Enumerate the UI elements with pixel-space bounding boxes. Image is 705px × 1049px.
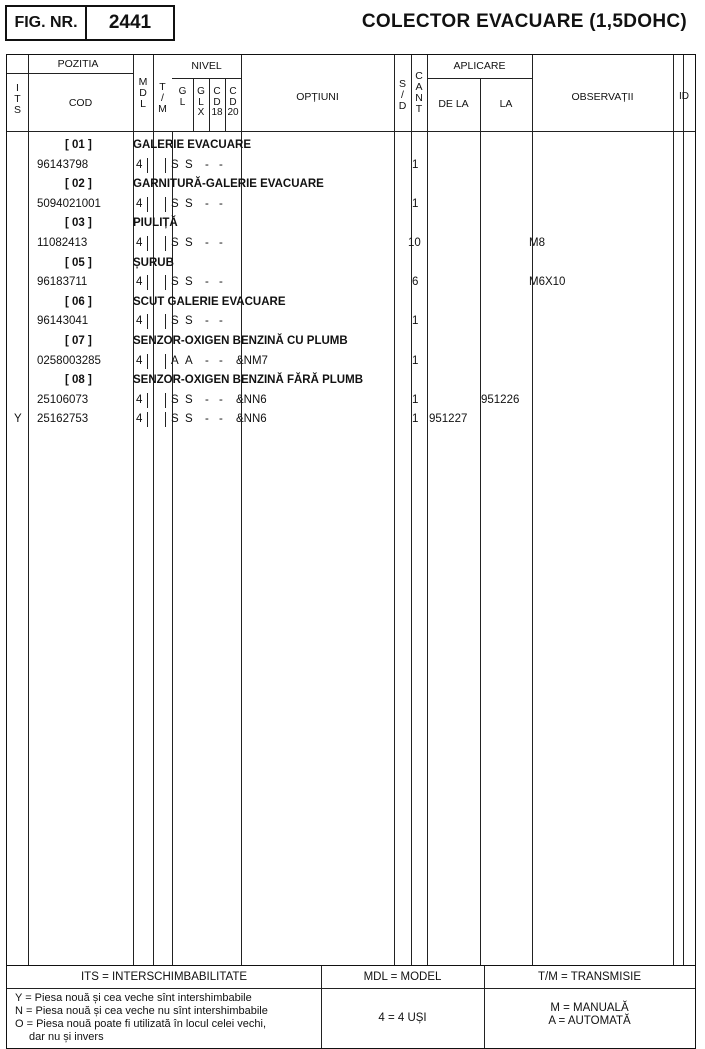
cell-cod: 96183711: [37, 276, 88, 289]
row-divider: [147, 236, 148, 251]
cell-cd20: -: [219, 315, 223, 328]
cell-mdl: 4: [136, 158, 143, 171]
part-name: SENZOR-OXIGEN BENZINĂ CU PLUMB: [133, 335, 348, 347]
cell-glx: S: [185, 393, 193, 406]
cell-cod: 25162753: [37, 413, 89, 426]
col-tm: T / M: [158, 81, 167, 115]
col-glx: G L X: [197, 86, 205, 118]
cell-glx: S: [185, 237, 193, 249]
cell-cd20: -: [219, 237, 223, 249]
cell-cod: 25106073: [37, 393, 89, 406]
cell-glx: S: [185, 413, 193, 426]
group-header-row: [7, 254, 695, 273]
row-divider: [147, 158, 148, 173]
col-its: I T S: [13, 82, 21, 116]
cell-mdl: 4: [136, 276, 143, 289]
col-aplicare: APLICARE: [453, 60, 506, 72]
cell-glx: S: [185, 315, 193, 328]
col-sd: S / D: [398, 78, 407, 112]
part-name: SCUT GALERIE EVACUARE: [133, 295, 286, 308]
cell-cd18: -: [205, 158, 209, 171]
cell-cant: 1: [412, 197, 419, 210]
cell-gl: S: [171, 197, 179, 210]
table-row: [7, 352, 695, 371]
cell-cd20: -: [219, 158, 223, 171]
row-divider: [165, 236, 166, 251]
position-number: [ 02 ]: [65, 178, 92, 191]
table-row: [7, 391, 695, 410]
cell-cant: 1: [412, 315, 419, 328]
cell-mdl: 4: [136, 354, 143, 367]
cell-cd20: -: [219, 197, 223, 210]
row-divider: [147, 393, 148, 408]
cell-cant: 1: [412, 393, 419, 406]
legend-tm-values: M = MANUALĂ A = AUTOMATĂ: [548, 1002, 631, 1027]
group-header-row: [7, 371, 695, 390]
row-divider: [165, 275, 166, 290]
cell-glx: S: [185, 197, 193, 210]
col-gl: G L: [178, 86, 187, 108]
group-header-row: [7, 293, 695, 312]
col-optiuni: OPȚIUNI: [296, 91, 339, 103]
cell-cd18: -: [205, 237, 209, 249]
cell-cod: 5094021001: [37, 197, 101, 210]
row-divider: [165, 314, 166, 329]
row-divider: [147, 354, 148, 369]
row-divider: [147, 412, 148, 427]
table-row: [7, 234, 695, 253]
cell-la: 951226: [481, 393, 520, 406]
group-header-row: [7, 175, 695, 194]
cell-mdl: 4: [136, 413, 143, 426]
cell-glx: S: [185, 158, 193, 171]
col-nivel: NIVEL: [191, 60, 222, 72]
position-number: [ 03 ]: [65, 217, 92, 230]
col-la: LA: [499, 98, 513, 110]
part-name: PIULIȚĂ: [133, 217, 178, 230]
cell-optiuni: &NN6: [236, 413, 267, 426]
row-divider: [165, 197, 166, 212]
cell-its: Y: [14, 413, 22, 426]
table-row: [7, 195, 695, 214]
legend-its-values: Y = Piesa nouă și cea veche sînt intershimbabile N = Piesa nouă și cea veche nu sînt intershimbabile O = Piesa nouă poate fi utilizată în locul celei vechi, dar nu și invers: [15, 992, 268, 1043]
cell-optiuni: &NM7: [236, 354, 268, 367]
cell-cant: 1: [412, 413, 419, 426]
row-divider: [165, 354, 166, 369]
legend-mdl-title: MDL = MODEL: [363, 971, 442, 983]
cell-cod: 0258003285: [37, 354, 101, 367]
table-row: [7, 156, 695, 175]
legend-mdl-value: 4 = 4 UȘI: [378, 1012, 427, 1024]
col-cd20: C D 20: [227, 86, 239, 118]
cell-observatii: M6X10: [529, 276, 566, 289]
cell-cant: 10: [408, 237, 421, 249]
cell-cd18: -: [205, 197, 209, 210]
row-divider: [165, 412, 166, 427]
row-divider: [165, 393, 166, 408]
col-cd18: C D 18: [211, 86, 223, 118]
page-title: COLECTOR EVACUARE (1,5DOHC): [361, 11, 687, 32]
position-number: [ 01 ]: [65, 139, 92, 151]
cell-gl: S: [171, 315, 179, 328]
cell-gl: S: [171, 393, 179, 406]
table-row: [7, 312, 695, 331]
cell-mdl: 4: [136, 315, 143, 328]
legend: [6, 965, 696, 1049]
col-id: ID: [679, 91, 689, 102]
cell-mdl: 4: [136, 393, 143, 406]
legend-tm-title: T/M = TRANSMISIE: [538, 971, 641, 983]
cell-glx: S: [185, 276, 193, 289]
col-pozitia: POZITIA: [57, 58, 99, 70]
row-divider: [147, 314, 148, 329]
part-name: GARNITURĂ-GALERIE EVACUARE: [133, 178, 324, 191]
cell-gl: S: [171, 237, 179, 249]
cell-cant: 1: [412, 354, 419, 367]
part-name: GALERIE EVACUARE: [133, 139, 251, 151]
table-row: [7, 410, 695, 429]
cell-glx: A: [185, 354, 193, 367]
cell-cd18: -: [205, 413, 209, 426]
cell-cd18: -: [205, 393, 209, 406]
group-header-row: [7, 214, 695, 233]
position-number: [ 06 ]: [65, 295, 92, 308]
cell-cd18: -: [205, 354, 209, 367]
cell-cd18: -: [205, 276, 209, 289]
cell-cd18: -: [205, 315, 209, 328]
table-row: [7, 273, 695, 292]
cell-optiuni: &NN6: [236, 393, 267, 406]
cell-cd20: -: [219, 413, 223, 426]
cell-de-la: 951227: [429, 413, 468, 426]
group-header-row: [7, 136, 695, 155]
position-number: [ 05 ]: [65, 256, 92, 269]
cell-cant: 1: [412, 158, 419, 171]
cell-mdl: 4: [136, 237, 143, 249]
col-observatii: OBSERVAȚII: [571, 91, 634, 103]
figure-label: FIG. NR.: [7, 7, 87, 39]
cell-gl: S: [171, 276, 179, 289]
cell-cd20: -: [219, 354, 223, 367]
row-divider: [165, 158, 166, 173]
part-name: ȘURUB: [133, 256, 174, 269]
cell-cd20: -: [219, 393, 223, 406]
cell-observatii: M8: [529, 237, 545, 249]
parts-table: [6, 54, 696, 966]
cell-cod: 96143041: [37, 315, 89, 328]
row-divider: [147, 197, 148, 212]
cell-gl: S: [171, 413, 179, 426]
figure-number-box: [5, 5, 175, 41]
cell-cod: 96143798: [37, 158, 89, 171]
position-number: [ 08 ]: [65, 374, 92, 387]
position-number: [ 07 ]: [65, 335, 92, 347]
figure-number: 2441: [108, 12, 152, 33]
cell-gl: S: [171, 158, 179, 171]
cell-cod: 11082413: [37, 237, 88, 249]
legend-its-title: ITS = INTERSCHIMBABILITATE: [80, 971, 248, 983]
part-name: SENZOR-OXIGEN BENZINĂ FĂRĂ PLUMB: [133, 374, 363, 387]
col-cant: C A N T: [415, 70, 423, 115]
cell-gl: A: [171, 354, 179, 367]
cell-cant: 6: [412, 276, 419, 289]
col-cod: COD: [68, 97, 93, 109]
group-header-row: [7, 332, 695, 351]
cell-mdl: 4: [136, 197, 143, 210]
col-de-la: DE LA: [438, 98, 469, 110]
col-mdl: M D L: [138, 76, 148, 110]
row-divider: [147, 275, 148, 290]
cell-cd20: -: [219, 276, 223, 289]
